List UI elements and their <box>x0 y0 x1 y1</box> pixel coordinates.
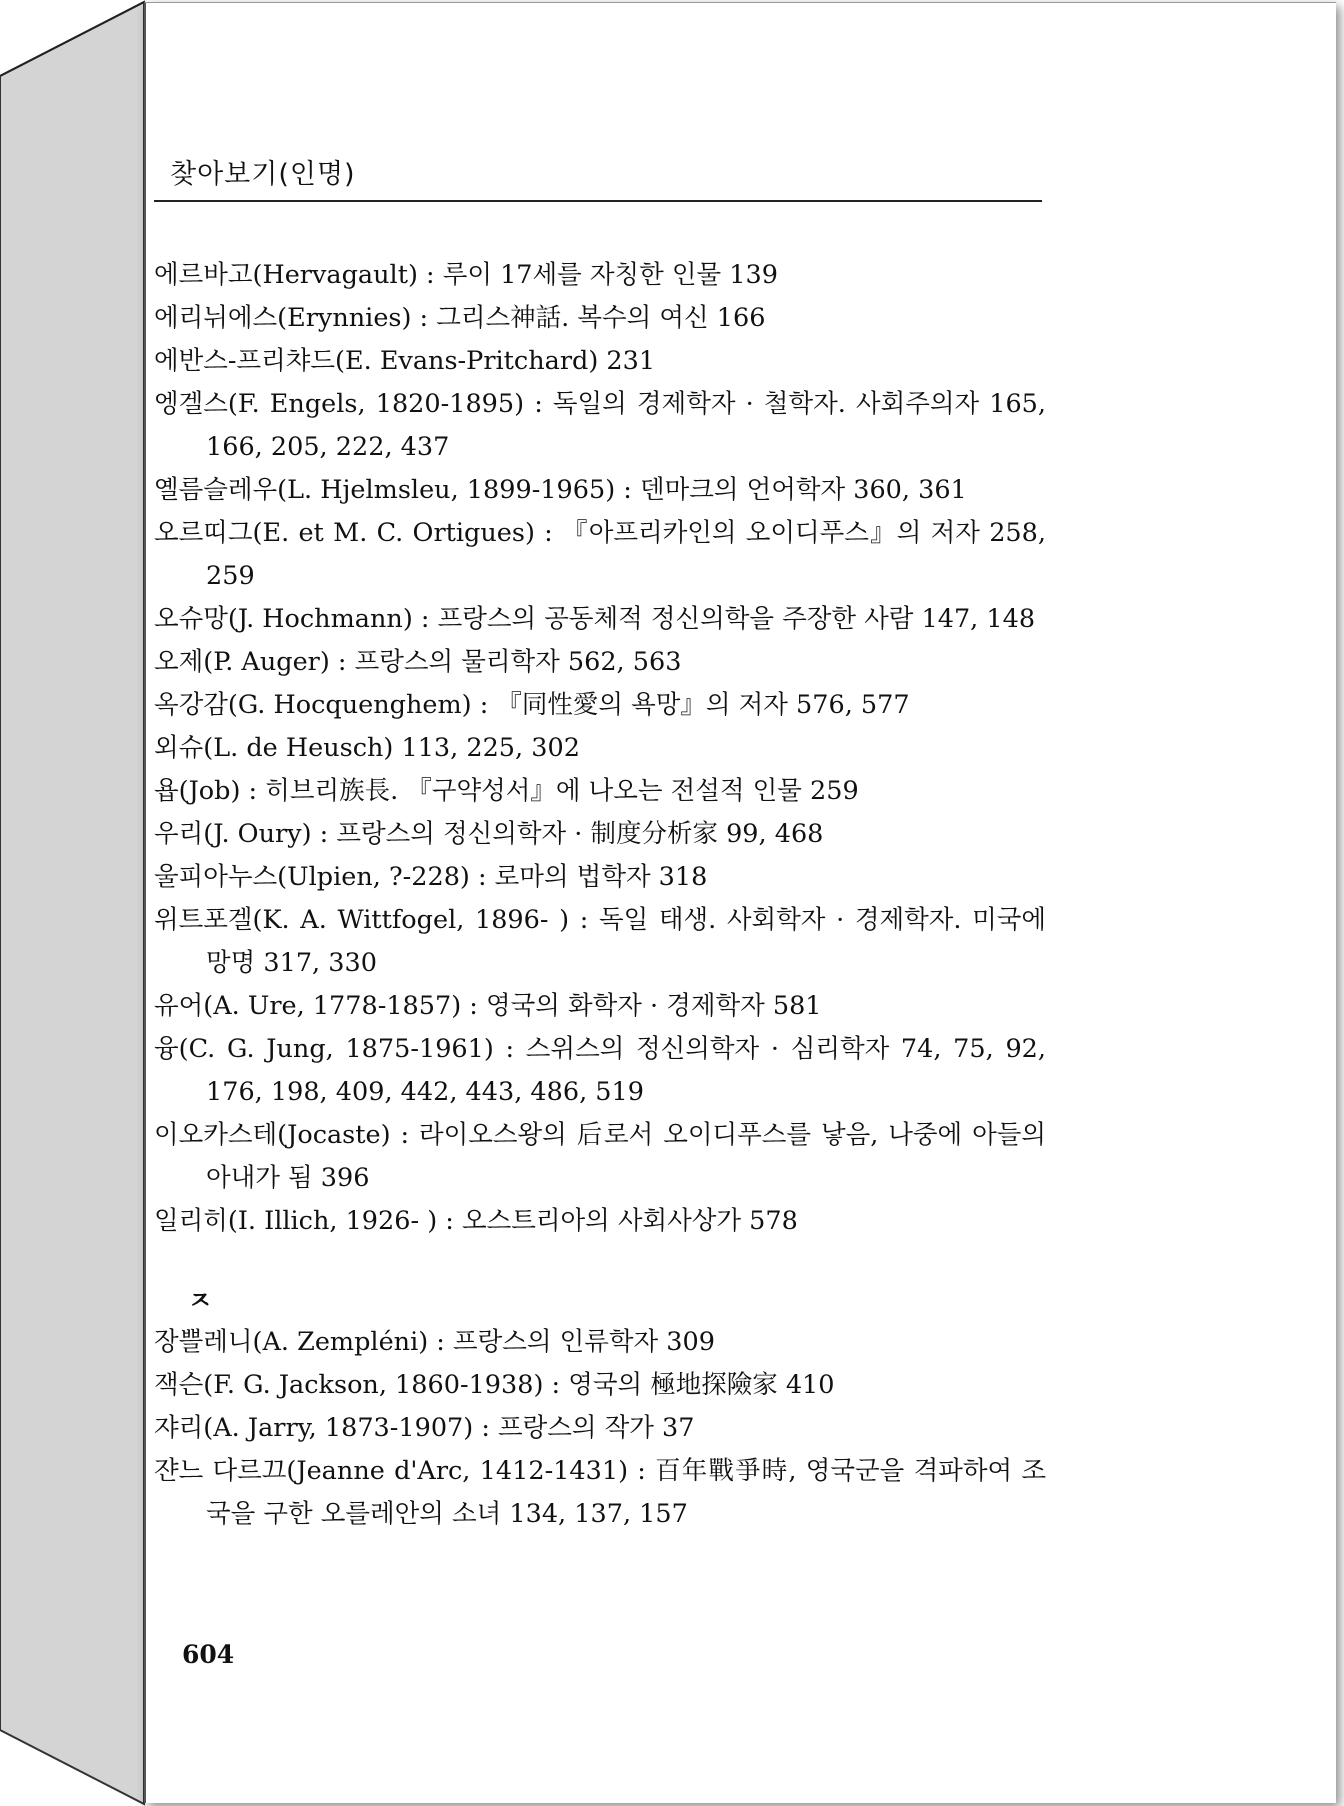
index-entry: 욥(Job) : 히브리族長. 『구약성서』에 나오는 전설적 인물 259 <box>154 776 859 806</box>
index-entry: 일리히(I. Illich, 1926- ) : 오스트리아의 사회사상가 578 <box>154 1206 798 1236</box>
index-entry: 울피아누스(Ulpien, ?-228) : 로마의 법학자 318 <box>154 862 708 892</box>
index-entry: 쟌느 다르끄(Jeanne d'Arc, 1412-1431) : 百年戰爭時, 영국군을 격파하여 조국을 구한 오를레안의 소녀 134, 137, 157 <box>154 1456 1046 1529</box>
index-entry: 유어(A. Ure, 1778-1857) : 영국의 화학자 · 경제학자 581 <box>154 991 822 1021</box>
index-entry: 오제(P. Auger) : 프랑스의 물리학자 562, 563 <box>154 647 682 677</box>
header-rule <box>154 200 1042 202</box>
index-entry: 에반스-프리챠드(E. Evans-Pritchard) 231 <box>154 346 656 376</box>
index-entries <box>154 254 1046 1536</box>
index-entry: 외슈(L. de Heusch) 113, 225, 302 <box>154 733 580 763</box>
index-entry: 잭슨(F. G. Jackson, 1860-1938) : 영국의 極地探險家 410 <box>154 1370 835 1400</box>
index-entry: 우리(J. Oury) : 프랑스의 정신의학자 · 制度分析家 99, 468 <box>154 819 824 849</box>
index-entry: 엥겔스(F. Engels, 1820-1895) : 독일의 경제학자 · 철학자. 사회주의자 165, 166, 205, 222, 437 <box>154 389 1046 462</box>
index-entry: 오르띠그(E. et M. C. Ortigues) : 『아프리카인의 오이디푸스』의 저자 258, 259 <box>154 518 1046 591</box>
index-entry: 에르바고(Hervagault) : 루이 17세를 자칭한 인물 139 <box>154 260 778 290</box>
index-entry: 위트포겔(K. A. Wittfogel, 1896- ) : 독일 태생. 사회학자 · 경제학자. 미국에 망명 317, 330 <box>154 905 1046 978</box>
section-letter: ㅈ <box>188 1286 213 1315</box>
index-entry: 쟈리(A. Jarry, 1873-1907) : 프랑스의 작가 37 <box>154 1413 695 1443</box>
running-header: 찾아보기(인명) <box>170 159 356 190</box>
index-entry: 옐름슬레우(L. Hjelmsleu, 1899-1965) : 덴마크의 언어학자 360, 361 <box>154 475 967 505</box>
index-entry: 장쁠레니(A. Zempléni) : 프랑스의 인류학자 309 <box>154 1327 715 1357</box>
page-number: 604 <box>182 1640 235 1669</box>
index-entry: 이오카스테(Jocaste) : 라이오스왕의 后로서 오이디푸스를 낳음, 나중에 아들의 아내가 됨 396 <box>154 1120 1046 1193</box>
index-entry: 오슈망(J. Hochmann) : 프랑스의 공동체적 정신의학을 주장한 사람 147, 148 <box>154 604 1036 634</box>
index-entry: 융(C. G. Jung, 1875-1961) : 스위스의 정신의학자 · 심리학자 74, 75, 92, 176, 198, 409, 442, 443, 486, 519 <box>154 1034 1046 1107</box>
index-entry: 에리뉘에스(Erynnies) : 그리스神話. 복수의 여신 166 <box>154 303 766 333</box>
index-entry: 옥강감(G. Hocquenghem) : 『同性愛의 욕망』의 저자 576, 577 <box>154 690 910 720</box>
